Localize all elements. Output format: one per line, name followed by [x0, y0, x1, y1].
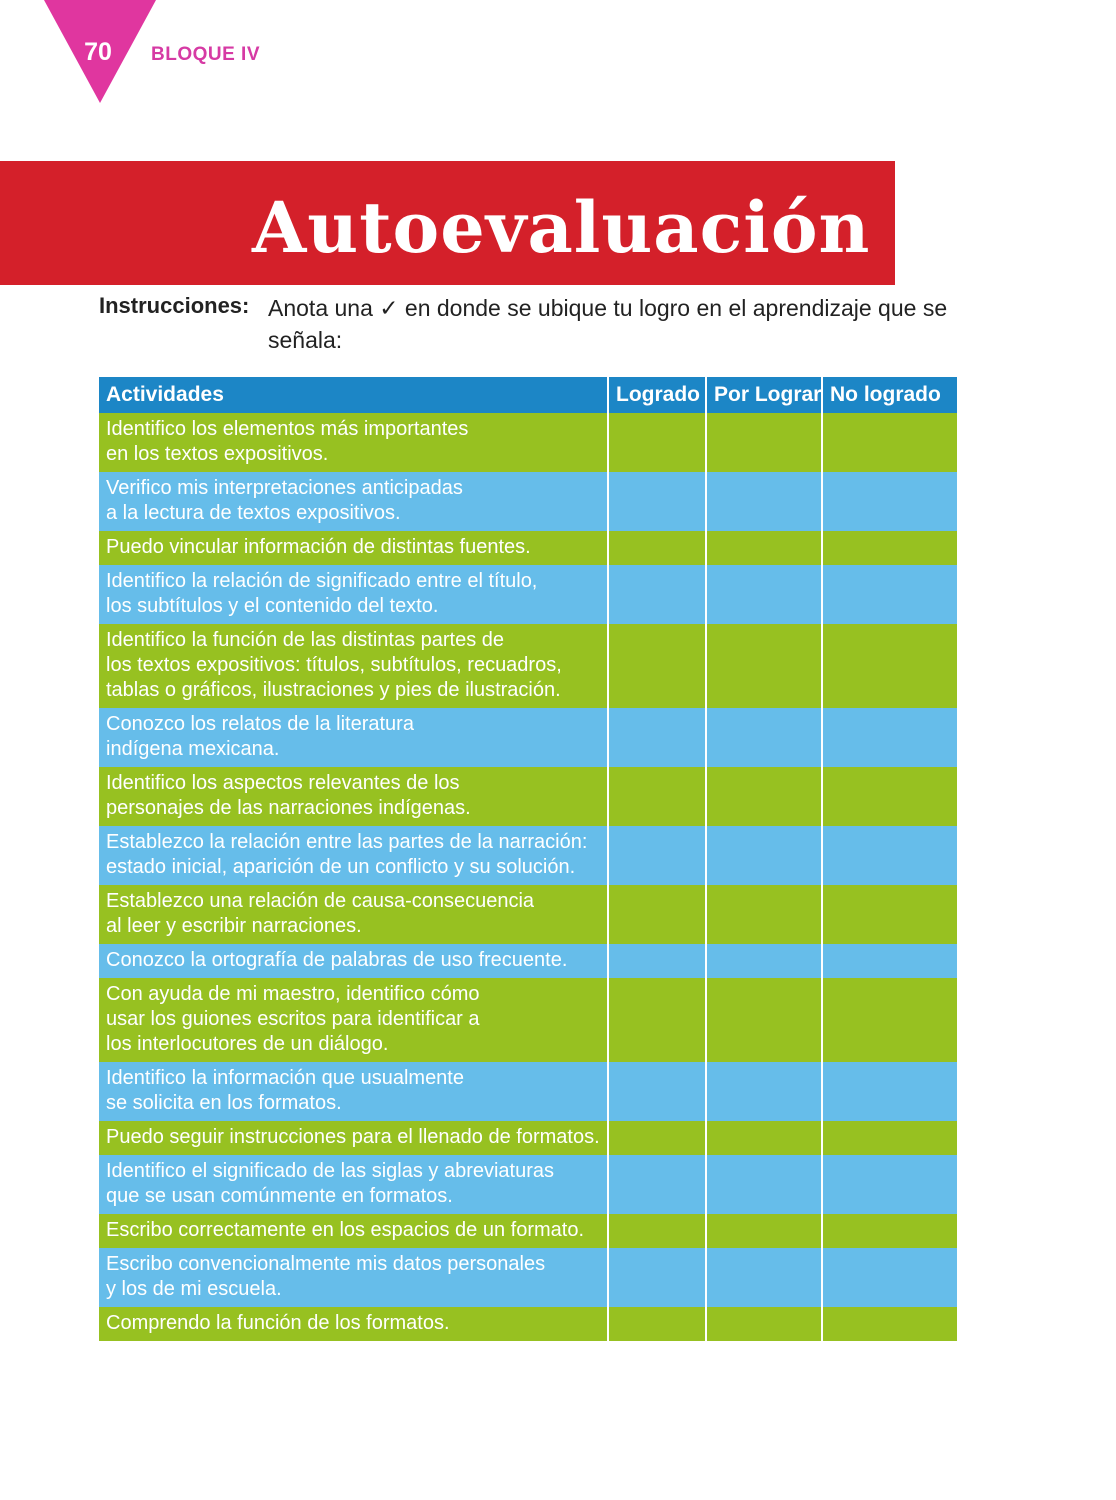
activity-cell — [99, 1062, 608, 1121]
check-cell-not-achieved[interactable] — [822, 531, 957, 565]
check-cell-not-achieved[interactable] — [822, 565, 957, 624]
table-row — [99, 1121, 957, 1155]
check-cell-not-achieved[interactable] — [822, 1155, 957, 1214]
check-cell-in-progress[interactable] — [706, 472, 822, 531]
activity-text: Conozco la ortografía de palabras de uso frecuente. — [106, 949, 568, 971]
table-row — [99, 565, 957, 624]
table-row — [99, 1214, 957, 1248]
check-cell-in-progress[interactable] — [706, 565, 822, 624]
check-cell-not-achieved[interactable] — [822, 1248, 957, 1307]
check-cell-in-progress[interactable] — [706, 1155, 822, 1214]
activity-cell — [99, 826, 608, 885]
check-cell-achieved[interactable] — [608, 413, 706, 472]
instructions-text: Anota una ✓ en donde se ubique tu logro en el aprendizaje que se señala: — [268, 295, 948, 353]
activity-cell — [99, 885, 608, 944]
activity-text: Verifico mis interpretaciones anticipadas a la lectura de textos expositivos. — [106, 477, 463, 524]
check-cell-in-progress[interactable] — [706, 708, 822, 767]
check-cell-not-achieved[interactable] — [822, 472, 957, 531]
check-cell-in-progress[interactable] — [706, 978, 822, 1062]
activity-text: Identifico los aspectos relevantes de los personajes de las narraciones indígenas. — [106, 772, 471, 819]
activity-cell — [99, 978, 608, 1062]
check-cell-achieved[interactable] — [608, 1121, 706, 1155]
instructions-label: Instrucciones: — [99, 293, 250, 318]
check-cell-in-progress[interactable] — [706, 1214, 822, 1248]
activity-cell — [99, 708, 608, 767]
check-cell-not-achieved[interactable] — [822, 624, 957, 708]
table-row — [99, 944, 957, 978]
table-row — [99, 885, 957, 944]
activity-cell — [99, 767, 608, 826]
check-cell-achieved[interactable] — [608, 885, 706, 944]
table-row — [99, 531, 957, 565]
activity-text: Identifico la función de las distintas partes de los textos expositivos: títulos, subtítulos, recuadros, tablas o gráficos, ilustraciones y pies de ilustración. — [106, 629, 562, 701]
table-row — [99, 413, 957, 472]
table-row — [99, 708, 957, 767]
activity-cell — [99, 624, 608, 708]
check-cell-in-progress[interactable] — [706, 1307, 822, 1341]
activity-text: Establezco la relación entre las partes de la narración: estado inicial, aparición de un conflicto y su solución. — [106, 831, 588, 878]
check-cell-achieved[interactable] — [608, 1062, 706, 1121]
check-cell-in-progress[interactable] — [706, 624, 822, 708]
table-header-row — [99, 377, 957, 413]
self-evaluation-table — [99, 377, 957, 1341]
check-cell-not-achieved[interactable] — [822, 1214, 957, 1248]
check-cell-achieved[interactable] — [608, 826, 706, 885]
check-cell-achieved[interactable] — [608, 1307, 706, 1341]
check-cell-in-progress[interactable] — [706, 1062, 822, 1121]
check-cell-not-achieved[interactable] — [822, 826, 957, 885]
check-cell-in-progress[interactable] — [706, 944, 822, 978]
activity-text: Escribo convencionalmente mis datos personales y los de mi escuela. — [106, 1253, 546, 1300]
check-cell-in-progress[interactable] — [706, 826, 822, 885]
activity-text: Identifico la relación de significado entre el título, los subtítulos y el contenido del texto. — [106, 570, 538, 617]
activity-text: Puedo seguir instrucciones para el llenado de formatos. — [106, 1126, 600, 1148]
check-cell-in-progress[interactable] — [706, 413, 822, 472]
check-cell-not-achieved[interactable] — [822, 1121, 957, 1155]
table-row — [99, 472, 957, 531]
check-cell-in-progress[interactable] — [706, 767, 822, 826]
check-cell-achieved[interactable] — [608, 978, 706, 1062]
check-cell-achieved[interactable] — [608, 1248, 706, 1307]
check-cell-achieved[interactable] — [608, 531, 706, 565]
check-cell-achieved[interactable] — [608, 472, 706, 531]
activity-text: Con ayuda de mi maestro, identifico cómo usar los guiones escritos para identificar a los interlocutores de un diálogo. — [106, 983, 480, 1055]
check-cell-not-achieved[interactable] — [822, 885, 957, 944]
activity-cell — [99, 472, 608, 531]
check-cell-achieved[interactable] — [608, 944, 706, 978]
check-cell-achieved[interactable] — [608, 1155, 706, 1214]
check-cell-not-achieved[interactable] — [822, 413, 957, 472]
header-achieved: Logrado — [608, 377, 706, 413]
table-row — [99, 767, 957, 826]
activity-text: Identifico el significado de las siglas y abreviaturas que se usan comúnmente en formatos. — [106, 1160, 555, 1207]
table-row — [99, 624, 957, 708]
activity-text: Conozco los relatos de la literatura indígena mexicana. — [106, 713, 414, 760]
activity-cell — [99, 1155, 608, 1214]
activity-text: Establezco una relación de causa-consecuencia al leer y escribir narraciones. — [106, 890, 535, 937]
header-not-achieved: No logrado — [822, 377, 957, 413]
check-cell-achieved[interactable] — [608, 708, 706, 767]
activity-cell — [99, 944, 608, 978]
activity-text: Identifico la información que usualmente se solicita en los formatos. — [106, 1067, 464, 1114]
activity-cell — [99, 531, 608, 565]
activity-text: Puedo vincular información de distintas fuentes. — [106, 536, 531, 558]
check-cell-not-achieved[interactable] — [822, 708, 957, 767]
table-row — [99, 1155, 957, 1214]
page-number: 70 — [84, 38, 112, 66]
table-row — [99, 826, 957, 885]
check-cell-in-progress[interactable] — [706, 885, 822, 944]
section-label: BLOQUE IV — [151, 44, 261, 65]
activity-cell — [99, 1121, 608, 1155]
table-row — [99, 1248, 957, 1307]
table-body — [99, 413, 957, 1341]
check-cell-achieved[interactable] — [608, 767, 706, 826]
check-cell-not-achieved[interactable] — [822, 944, 957, 978]
check-cell-not-achieved[interactable] — [822, 1062, 957, 1121]
activity-cell — [99, 1214, 608, 1248]
activity-text: Comprendo la función de los formatos. — [106, 1312, 450, 1334]
check-cell-in-progress[interactable] — [706, 1248, 822, 1307]
activity-text: Escribo correctamente en los espacios de un formato. — [106, 1219, 585, 1241]
check-cell-not-achieved[interactable] — [822, 978, 957, 1062]
check-cell-in-progress[interactable] — [706, 531, 822, 565]
header-activities: Actividades — [99, 377, 608, 413]
check-cell-achieved[interactable] — [608, 624, 706, 708]
check-cell-not-achieved[interactable] — [822, 767, 957, 826]
page-title: Autoevaluación — [252, 186, 871, 269]
header-in-progress: Por Lograr — [706, 377, 822, 413]
activity-cell — [99, 1307, 608, 1341]
check-cell-achieved[interactable] — [608, 565, 706, 624]
table-row — [99, 978, 957, 1062]
activity-cell — [99, 413, 608, 472]
activity-cell — [99, 565, 608, 624]
check-cell-not-achieved[interactable] — [822, 1307, 957, 1341]
activity-cell — [99, 1248, 608, 1307]
check-cell-achieved[interactable] — [608, 1214, 706, 1248]
table-row — [99, 1307, 957, 1341]
table-row — [99, 1062, 957, 1121]
activity-text: Identifico los elementos más importantes en los textos expositivos. — [106, 418, 469, 465]
check-cell-in-progress[interactable] — [706, 1121, 822, 1155]
